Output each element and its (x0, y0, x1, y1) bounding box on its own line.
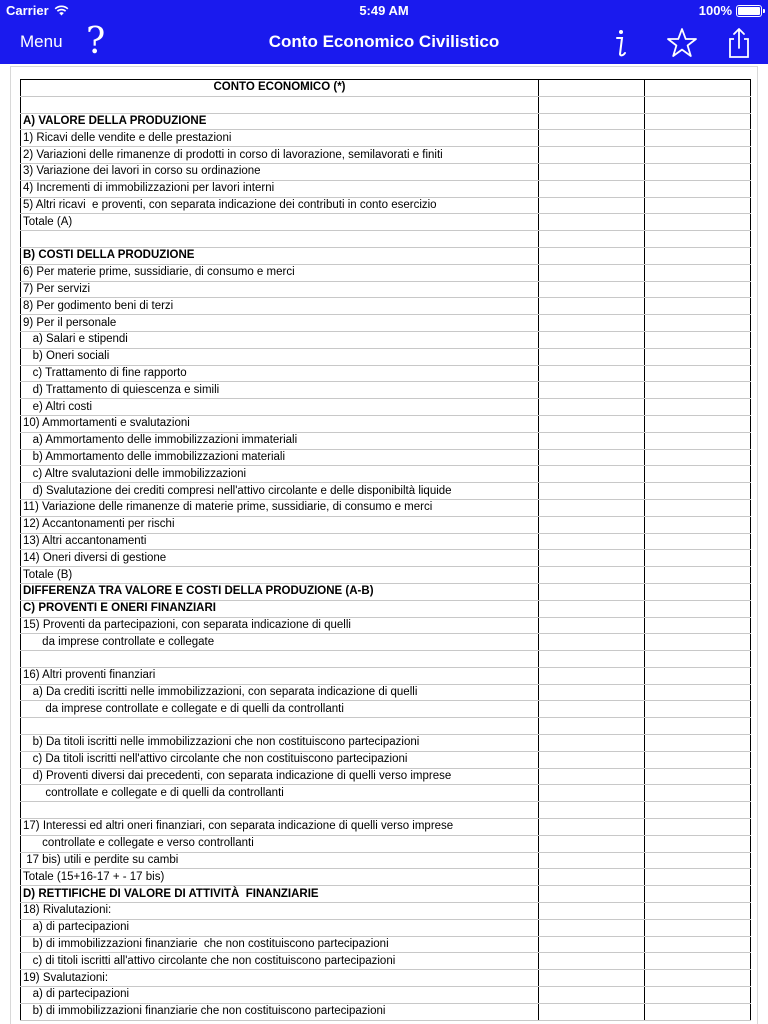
table-row (21, 113, 751, 130)
row-label-cell[interactable] (21, 718, 539, 735)
menu-button[interactable]: Menu (20, 32, 63, 51)
value-cell-2[interactable] (645, 499, 751, 516)
value-cell-2[interactable] (645, 785, 751, 802)
table-row (21, 634, 751, 651)
value-cell-2[interactable] (645, 449, 751, 466)
table-row (21, 163, 751, 180)
value-cell-1[interactable] (539, 1003, 645, 1020)
value-cell-2[interactable] (645, 130, 751, 147)
value-cell-1[interactable] (539, 163, 645, 180)
row-label-cell[interactable]: d) Proventi diversi dai precedenti, con separata indicazione di quelli verso imprese (21, 768, 539, 785)
row-label-cell[interactable]: d) Svalutazione dei crediti compresi nell'attivo circolante e delle disponibiltà liquide (21, 483, 539, 500)
status-time: 5:49 AM (359, 3, 409, 18)
value-cell-2[interactable] (645, 970, 751, 987)
value-cell-1[interactable] (539, 583, 645, 600)
value-cell-1[interactable] (539, 516, 645, 533)
row-label-cell[interactable]: Totale (15+16-17 + - 17 bis) (21, 869, 539, 886)
value-cell-2[interactable] (645, 987, 751, 1004)
value-cell-2[interactable] (645, 466, 751, 483)
row-label-cell[interactable]: D) RETTIFICHE DI VALORE DI ATTIVITÀ FINANZIARIE (21, 886, 539, 903)
value-cell-2[interactable] (645, 583, 751, 600)
value-cell-2[interactable] (645, 936, 751, 953)
row-label-cell[interactable]: Totale (A) (21, 214, 539, 231)
value-cell-2[interactable] (645, 567, 751, 584)
value-cell-1[interactable] (539, 835, 645, 852)
row-label-cell[interactable]: c) di titoli iscritti all'attivo circolante che non costituiscono partecipazioni (21, 953, 539, 970)
row-label-cell[interactable]: 16) Altri proventi finanziari (21, 667, 539, 684)
row-label-cell[interactable]: controllate e collegate e di quelli da controllanti (21, 785, 539, 802)
row-label-cell[interactable]: 8) Per godimento beni di terzi (21, 298, 539, 315)
page-title: Conto Economico Civilistico (268, 32, 500, 51)
value-cell-1[interactable] (539, 684, 645, 701)
value-cell-1[interactable] (539, 751, 645, 768)
row-label-cell[interactable]: b) Da titoli iscritti nelle immobilizzazioni che non costituiscono partecipazioni (21, 735, 539, 752)
row-label-cell[interactable]: e) Altri costi (21, 399, 539, 416)
value-cell-1[interactable] (539, 701, 645, 718)
info-icon[interactable] (604, 26, 638, 60)
row-label-cell[interactable]: da imprese controllate e collegate (21, 634, 539, 651)
value-cell-2[interactable] (645, 247, 751, 264)
table-row (21, 298, 751, 315)
value-cell-1[interactable] (539, 936, 645, 953)
row-label-cell[interactable]: c) Da titoli iscritti nell'attivo circolante che non costituiscono partecipazioni (21, 751, 539, 768)
table-row (21, 382, 751, 399)
table-row (21, 348, 751, 365)
value-cell-1[interactable] (539, 247, 645, 264)
carrier-label: Carrier (6, 3, 49, 18)
value-cell-2[interactable] (645, 735, 751, 752)
value-cell-1[interactable] (539, 852, 645, 869)
value-cell-1[interactable] (539, 533, 645, 550)
row-label-cell[interactable]: 1) Ricavi delle vendite e delle prestazioni (21, 130, 539, 147)
table-row (21, 701, 751, 718)
table-row (21, 130, 751, 147)
share-icon[interactable] (722, 26, 756, 60)
table-row (21, 550, 751, 567)
row-label-cell[interactable] (21, 802, 539, 819)
battery-indicator (699, 3, 762, 18)
table-row (21, 499, 751, 516)
spreadsheet-area[interactable] (0, 64, 768, 1024)
row-label-cell[interactable]: 3) Variazione dei lavori in corso su ordinazione (21, 163, 539, 180)
value-cell-1[interactable] (539, 281, 645, 298)
value-cell-2[interactable] (645, 399, 751, 416)
value-cell-2[interactable] (645, 483, 751, 500)
row-label-cell[interactable]: 12) Accantonamenti per rischi (21, 516, 539, 533)
row-label-cell[interactable]: 18) Rivalutazioni: (21, 903, 539, 920)
value-cell-2[interactable] (645, 516, 751, 533)
value-cell-1[interactable] (539, 399, 645, 416)
value-cell-1[interactable] (539, 651, 645, 668)
battery-percent: 100% (698, 3, 732, 18)
row-label-cell[interactable]: 19) Svalutazioni: (21, 970, 539, 987)
navigation-bar (0, 20, 768, 64)
row-label-cell[interactable]: b) Oneri sociali (21, 348, 539, 365)
row-label-cell[interactable]: a) di partecipazioni (21, 919, 539, 936)
value-cell-1[interactable] (539, 315, 645, 332)
value-cell-1[interactable] (539, 768, 645, 785)
value-cell-2[interactable] (645, 180, 751, 197)
value-cell-1[interactable] (539, 567, 645, 584)
table-row (21, 869, 751, 886)
value-cell-1[interactable] (539, 449, 645, 466)
table-row (21, 667, 751, 684)
table-row (21, 970, 751, 987)
value-cell-2[interactable] (645, 768, 751, 785)
value-cell-1[interactable] (539, 130, 645, 147)
row-label-cell[interactable]: controllate e collegate e verso controllanti (21, 835, 539, 852)
value-cell-2[interactable] (645, 802, 751, 819)
value-cell-1[interactable] (539, 432, 645, 449)
row-label-cell[interactable]: c) Altre svalutazioni delle immobilizzazioni (21, 466, 539, 483)
value-cell-2[interactable] (645, 651, 751, 668)
row-label-cell[interactable]: a) di partecipazioni (21, 987, 539, 1004)
status-bar (0, 0, 768, 20)
row-label-cell[interactable]: b) di immobilizzazioni finanziarie che non costituiscono partecipazioni (21, 1003, 539, 1020)
value-cell-1[interactable] (539, 415, 645, 432)
row-label-cell[interactable]: b) Ammortamento delle immobilizzazioni materiali (21, 449, 539, 466)
table-row (21, 684, 751, 701)
value-cell-1[interactable] (539, 214, 645, 231)
table-row (21, 852, 751, 869)
row-label-cell[interactable]: 4) Incrementi di immobilizzazioni per lavori interni (21, 180, 539, 197)
table-row (21, 180, 751, 197)
battery-icon (736, 5, 762, 17)
value-cell-1[interactable] (539, 869, 645, 886)
table-row (21, 903, 751, 920)
table-row (21, 735, 751, 752)
value-cell-1[interactable] (539, 903, 645, 920)
row-label-cell[interactable]: 6) Per materie prime, sussidiarie, di consumo e merci (21, 264, 539, 281)
row-label-cell[interactable]: CONTO ECONOMICO (*) (21, 80, 539, 97)
value-cell-1[interactable] (539, 298, 645, 315)
value-cell-1[interactable] (539, 970, 645, 987)
value-cell-2[interactable] (645, 163, 751, 180)
value-cell-2[interactable] (645, 953, 751, 970)
table-row (21, 247, 751, 264)
row-label-cell[interactable]: 11) Variazione delle rimanenze di materie prime, sussidiarie, di consumo e merci (21, 499, 539, 516)
row-label-cell[interactable]: Totale (B) (21, 567, 539, 584)
value-cell-1[interactable] (539, 231, 645, 248)
table-row (21, 835, 751, 852)
value-cell-1[interactable] (539, 197, 645, 214)
table-row (21, 449, 751, 466)
value-cell-1[interactable] (539, 264, 645, 281)
value-cell-2[interactable] (645, 1003, 751, 1020)
value-cell-2[interactable] (645, 432, 751, 449)
row-label-cell[interactable] (21, 96, 539, 113)
value-cell-2[interactable] (645, 886, 751, 903)
table-row (21, 768, 751, 785)
value-cell-2[interactable] (645, 113, 751, 130)
value-cell-2[interactable] (645, 231, 751, 248)
value-cell-1[interactable] (539, 802, 645, 819)
value-cell-2[interactable] (645, 331, 751, 348)
value-cell-1[interactable] (539, 718, 645, 735)
value-cell-1[interactable] (539, 80, 645, 97)
value-cell-2[interactable] (645, 835, 751, 852)
table-row (21, 197, 751, 214)
value-cell-1[interactable] (539, 96, 645, 113)
table-row (21, 231, 751, 248)
value-cell-1[interactable] (539, 819, 645, 836)
value-cell-2[interactable] (645, 617, 751, 634)
value-cell-1[interactable] (539, 483, 645, 500)
value-cell-2[interactable] (645, 819, 751, 836)
table-row (21, 617, 751, 634)
value-cell-1[interactable] (539, 550, 645, 567)
table-row (21, 651, 751, 668)
row-label-cell[interactable]: 15) Proventi da partecipazioni, con separata indicazione di quelli (21, 617, 539, 634)
value-cell-2[interactable] (645, 365, 751, 382)
star-icon[interactable] (665, 26, 699, 60)
help-button[interactable]: ? (86, 21, 106, 62)
value-cell-1[interactable] (539, 180, 645, 197)
row-label-cell[interactable]: 5) Altri ricavi e proventi, con separata indicazione dei contributi in conto esercizio (21, 197, 539, 214)
value-cell-2[interactable] (645, 315, 751, 332)
table-row (21, 583, 751, 600)
row-label-cell[interactable]: A) VALORE DELLA PRODUZIONE (21, 113, 539, 130)
table-row (21, 751, 751, 768)
row-label-cell[interactable]: 14) Oneri diversi di gestione (21, 550, 539, 567)
value-cell-1[interactable] (539, 953, 645, 970)
table-row (21, 819, 751, 836)
table-row (21, 785, 751, 802)
value-cell-2[interactable] (645, 903, 751, 920)
value-cell-2[interactable] (645, 684, 751, 701)
row-label-cell[interactable]: 17) Interessi ed altri oneri finanziari, con separata indicazione di quelli verso imprese (21, 819, 539, 836)
income-statement-table (20, 79, 751, 1021)
value-cell-2[interactable] (645, 667, 751, 684)
value-cell-2[interactable] (645, 382, 751, 399)
value-cell-1[interactable] (539, 113, 645, 130)
value-cell-2[interactable] (645, 197, 751, 214)
value-cell-1[interactable] (539, 365, 645, 382)
value-cell-1[interactable] (539, 735, 645, 752)
value-cell-2[interactable] (645, 415, 751, 432)
value-cell-2[interactable] (645, 919, 751, 936)
value-cell-1[interactable] (539, 348, 645, 365)
value-cell-1[interactable] (539, 919, 645, 936)
value-cell-1[interactable] (539, 466, 645, 483)
row-label-cell[interactable]: 13) Altri accantonamenti (21, 533, 539, 550)
value-cell-1[interactable] (539, 987, 645, 1004)
value-cell-1[interactable] (539, 634, 645, 651)
value-cell-1[interactable] (539, 331, 645, 348)
table-row (21, 1003, 751, 1020)
value-cell-2[interactable] (645, 852, 751, 869)
table-row (21, 718, 751, 735)
row-label-cell[interactable]: da imprese controllate e collegate e di quelli da controllanti (21, 701, 539, 718)
table-row (21, 147, 751, 164)
row-label-cell[interactable]: a) Ammortamento delle immobilizzazioni immateriali (21, 432, 539, 449)
table-row (21, 281, 751, 298)
table-row (21, 96, 751, 113)
value-cell-2[interactable] (645, 214, 751, 231)
table-row (21, 600, 751, 617)
table-row (21, 802, 751, 819)
value-cell-1[interactable] (539, 617, 645, 634)
value-cell-1[interactable] (539, 147, 645, 164)
value-cell-1[interactable] (539, 785, 645, 802)
value-cell-2[interactable] (645, 634, 751, 651)
table-row (21, 533, 751, 550)
value-cell-2[interactable] (645, 869, 751, 886)
table-row (21, 936, 751, 953)
row-label-cell[interactable]: 9) Per il personale (21, 315, 539, 332)
table-row (21, 919, 751, 936)
table-row (21, 567, 751, 584)
table-row (21, 315, 751, 332)
table-row (21, 365, 751, 382)
table-row (21, 214, 751, 231)
value-cell-1[interactable] (539, 600, 645, 617)
value-cell-2[interactable] (645, 348, 751, 365)
value-cell-2[interactable] (645, 751, 751, 768)
value-cell-2[interactable] (645, 147, 751, 164)
table-row (21, 466, 751, 483)
table-row (21, 516, 751, 533)
row-label-cell[interactable]: B) COSTI DELLA PRODUZIONE (21, 247, 539, 264)
table-row (21, 886, 751, 903)
row-label-cell[interactable]: a) Salari e stipendi (21, 331, 539, 348)
table-row (21, 331, 751, 348)
value-cell-1[interactable] (539, 886, 645, 903)
row-label-cell[interactable]: C) PROVENTI E ONERI FINANZIARI (21, 600, 539, 617)
table-row (21, 80, 751, 97)
table-row (21, 399, 751, 416)
row-label-cell[interactable]: DIFFERENZA TRA VALORE E COSTI DELLA PRODUZIONE (A-B) (21, 583, 539, 600)
value-cell-2[interactable] (645, 264, 751, 281)
value-cell-2[interactable] (645, 281, 751, 298)
value-cell-2[interactable] (645, 600, 751, 617)
value-cell-2[interactable] (645, 80, 751, 97)
table-row (21, 264, 751, 281)
row-label-cell[interactable]: b) di immobilizzazioni finanziarie che non costituiscono partecipazioni (21, 936, 539, 953)
value-cell-2[interactable] (645, 298, 751, 315)
table-row (21, 987, 751, 1004)
table-row (21, 415, 751, 432)
table-row (21, 432, 751, 449)
row-label-cell[interactable]: c) Trattamento di fine rapporto (21, 365, 539, 382)
table-row (21, 483, 751, 500)
value-cell-2[interactable] (645, 701, 751, 718)
row-label-cell[interactable]: a) Da crediti iscritti nelle immobilizzazioni, con separata indicazione di quelli (21, 684, 539, 701)
row-label-cell[interactable]: 10) Ammortamenti e svalutazioni (21, 415, 539, 432)
table-row (21, 953, 751, 970)
row-label-cell[interactable]: d) Trattamento di quiescenza e simili (21, 382, 539, 399)
value-cell-2[interactable] (645, 533, 751, 550)
row-label-cell[interactable]: 17 bis) utili e perdite su cambi (21, 852, 539, 869)
row-label-cell[interactable] (21, 651, 539, 668)
row-label-cell[interactable]: 2) Variazioni delle rimanenze di prodotti in corso di lavorazione, semilavorati e finiti (21, 147, 539, 164)
value-cell-2[interactable] (645, 96, 751, 113)
value-cell-1[interactable] (539, 499, 645, 516)
row-label-cell[interactable] (21, 231, 539, 248)
value-cell-2[interactable] (645, 718, 751, 735)
value-cell-1[interactable] (539, 382, 645, 399)
value-cell-1[interactable] (539, 667, 645, 684)
row-label-cell[interactable]: 7) Per servizi (21, 281, 539, 298)
value-cell-2[interactable] (645, 550, 751, 567)
